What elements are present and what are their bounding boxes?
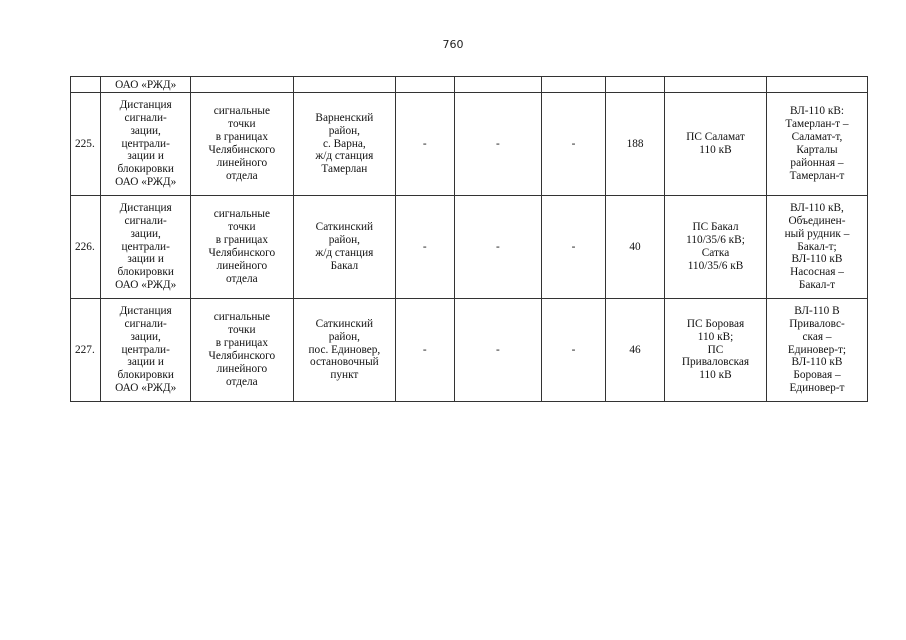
cell-text-line: Приваловская [681, 356, 750, 369]
cell-text-line: Тамерлан-т [789, 169, 845, 182]
cell-text-line: Насосная – [790, 266, 844, 279]
cell-text-line: ВЛ-110 кВ: [789, 105, 845, 118]
cell-text-line: линейного [216, 156, 268, 169]
cell-text-line: сигнали- [124, 317, 167, 330]
cell-text-line: сигнальные [213, 208, 270, 221]
cell-dash: - [542, 299, 606, 402]
page-number: 760 [442, 38, 464, 51]
cell-text-line: ПС [707, 343, 724, 356]
cell-empty [190, 77, 293, 93]
cell-text-line: Челябинского [208, 247, 276, 259]
cell-points [190, 299, 293, 402]
cell-line [766, 196, 867, 299]
cell-text-line: остановочный [310, 356, 379, 369]
cell-text-line: в границах [215, 131, 268, 144]
cell-text-line: 110 кВ [699, 369, 732, 382]
cell-text-line: зации и [127, 356, 164, 369]
cell-text-line: блокировки [117, 266, 174, 279]
cell-text-line: сигнали- [124, 111, 167, 124]
cell-dash: - [454, 93, 541, 196]
cell-text-line: Дистанция [119, 304, 172, 317]
cell-dash: - [542, 196, 606, 299]
table-body [71, 77, 868, 402]
cell-text-line: в границах [215, 337, 268, 350]
cell-text-line: 110 кВ [699, 144, 732, 156]
cell-text-line: ОАО «РЖД» [115, 382, 177, 395]
cell-text-line: линейного [216, 259, 268, 272]
cell-text-line: районная – [790, 156, 844, 169]
cell-text-line: 110/35/6 кВ; [686, 234, 745, 247]
cell-text-line: ж/д станция [315, 247, 374, 259]
cell-text-line: сигнальные [213, 105, 270, 118]
cell-text-line: централи- [121, 343, 170, 356]
cell-text-line: точки [228, 221, 256, 234]
cell-text-line: Объединен- [788, 214, 846, 227]
cell-text-line: отдела [226, 375, 258, 388]
cell-substation [665, 93, 767, 196]
cell-text-line: 110 кВ; [697, 330, 734, 343]
cell-substation [665, 299, 767, 402]
cell-text-line: зации и [127, 253, 164, 266]
cell-text-line: Тамерлан-т – [785, 118, 849, 131]
cell-text-line: блокировки [117, 163, 174, 176]
cell-text-line: Варненский [315, 111, 374, 124]
cell-text-line: Тамерлан [321, 163, 368, 176]
cell-points [190, 93, 293, 196]
cell-text-line: ПС Боровая [686, 317, 745, 330]
cell-dash: - [395, 196, 454, 299]
cell-org [101, 93, 190, 196]
cell-empty [766, 77, 867, 93]
table-row [71, 93, 868, 196]
cell-text-line: блокировки [117, 369, 174, 382]
cell-text-line: Бакал-т; [797, 240, 837, 253]
cell-text-line: район, [328, 234, 360, 247]
cell-empty [454, 77, 541, 93]
cell-empty [293, 77, 395, 93]
cell-text-line: точки [228, 118, 256, 131]
cell-text-line: сигнальные [213, 311, 270, 324]
cell-text-line: точки [228, 324, 256, 337]
cell-text-line: отдела [226, 272, 258, 285]
cell-line [766, 299, 867, 402]
cell-text-line: Саламат-т, [791, 131, 843, 144]
cell-empty [542, 77, 606, 93]
cell-text-line: ВЛ-110 кВ, [790, 201, 844, 214]
cell-text-line: Челябинского [208, 144, 276, 156]
cell-value: 188 [606, 93, 665, 196]
cell-text-line: район, [328, 330, 360, 343]
cell-text-line: Бакал [330, 259, 359, 272]
table-row [71, 196, 868, 299]
cell-value: 46 [606, 299, 665, 402]
cell-text-line: ный рудник – [784, 227, 850, 240]
cell-dash: - [454, 196, 541, 299]
cell-text-line: пос. Единовер, [308, 343, 381, 356]
cell-org [101, 299, 190, 402]
cell-dash: - [395, 93, 454, 196]
cell-text-line: сигнали- [124, 214, 167, 227]
cell-text-line: линейного [216, 362, 268, 375]
cell-text-line: Сатка [701, 247, 730, 259]
cell-dash: - [542, 93, 606, 196]
cell-text-line: 110/35/6 кВ [687, 259, 744, 272]
cell-text-line: ВЛ-110 кВ [791, 253, 843, 266]
cell-text-line: централи- [121, 240, 170, 253]
cell-text-line: ская – [802, 330, 832, 343]
cell-text-line: зации, [130, 124, 161, 137]
cell-text-line: ПС Саламат [686, 131, 745, 144]
cell-text-line: Приваловс- [789, 317, 845, 330]
cell-text-line: ОАО «РЖД» [115, 279, 177, 292]
cell-value: 40 [606, 196, 665, 299]
cell-points [190, 196, 293, 299]
table-row [71, 299, 868, 402]
cell-text-line: отдела [226, 169, 258, 182]
cell-location [293, 196, 395, 299]
cell-num [71, 77, 101, 93]
cell-text-line: Челябинского [208, 350, 276, 362]
data-table [70, 76, 868, 402]
cell-text-line: зации и [127, 150, 164, 163]
cell-empty [665, 77, 767, 93]
cell-line [766, 93, 867, 196]
cell-text-line: Дистанция [119, 201, 172, 214]
cell-text-line: пункт [330, 369, 359, 382]
cell-text-line: ВЛ-110 В [794, 304, 840, 317]
cell-text-line: Бакал-т [798, 279, 836, 292]
cell-text-line: Боровая – [793, 369, 841, 382]
cell-text-line: с. Варна, [322, 137, 366, 150]
cell-text-line: Единовер-т [789, 382, 845, 395]
cell-text-line: в границах [215, 234, 268, 247]
cell-empty [606, 77, 665, 93]
cell-text-line: Дистанция [119, 98, 172, 111]
table-row-continued [71, 77, 868, 93]
cell-text-line: Саткинский [315, 221, 374, 234]
cell-substation [665, 196, 767, 299]
cell-org [101, 196, 190, 299]
cell-text-line: Саткинский [315, 317, 374, 330]
cell-text-line: централи- [121, 137, 170, 150]
cell-text-line: зации, [130, 330, 161, 343]
cell-num: 226. [71, 196, 101, 299]
cell-text-line: Единовер-т; [787, 343, 847, 356]
cell-location [293, 93, 395, 196]
cell-text-line: ВЛ-110 кВ [791, 356, 843, 369]
cell-text-line: район, [328, 124, 360, 137]
cell-text-line: зации, [130, 227, 161, 240]
cell-text-line: ж/д станция [315, 150, 374, 163]
cell-empty [395, 77, 454, 93]
cell-dash: - [395, 299, 454, 402]
cell-num: 225. [71, 93, 101, 196]
cell-location [293, 299, 395, 402]
cell-text-line: ПС Бакал [692, 221, 739, 234]
cell-num: 227. [71, 299, 101, 402]
cell-dash: - [454, 299, 541, 402]
cell-text-line: ОАО «РЖД» [115, 176, 177, 189]
cell-text-line: Карталы [796, 144, 838, 156]
cell-org: ОАО «РЖД» [101, 77, 190, 93]
